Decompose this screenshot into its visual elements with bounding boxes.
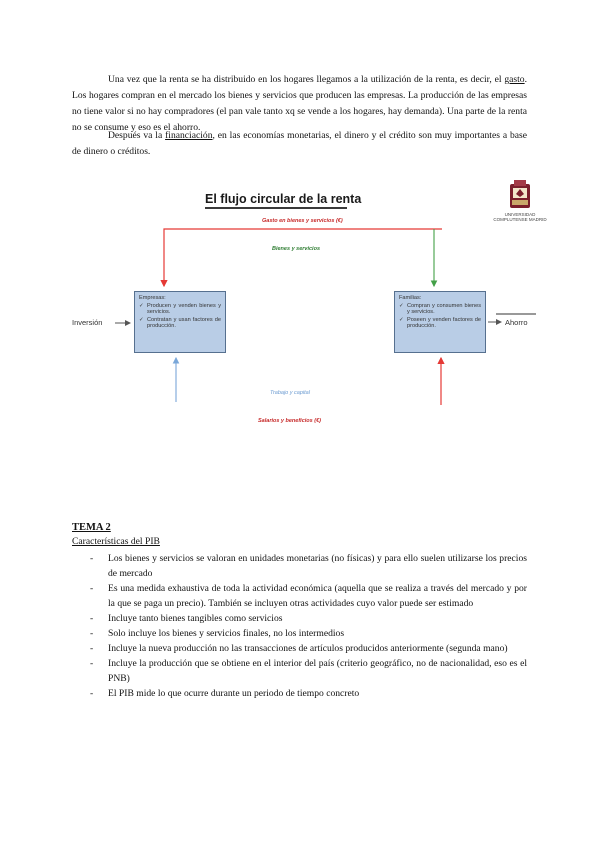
empresas-item: ✓ Contratan y usan factores de producción. bbox=[139, 317, 221, 330]
list-item: - Los bienes y servicios se valoran en unidades monetarias (no físicas) y para ello suelen utilizarse los precios de mercado bbox=[72, 551, 527, 581]
logo-caption: UNIVERSIDAD COMPLUTENSE MADRID bbox=[493, 212, 547, 222]
empresas-item: ✓ Producen y venden bienes y servicios. bbox=[139, 303, 221, 316]
familias-box bbox=[394, 291, 486, 353]
list-item: - Solo incluye los bienes y servicios finales, no los intermedios bbox=[72, 626, 527, 641]
empresas-title: Empresas: bbox=[139, 295, 166, 301]
gasto-flow-arrow bbox=[164, 229, 442, 286]
list-item: - Incluye la nueva producción no las transacciones de artículos producidos anteriormente (segunda mano) bbox=[72, 641, 527, 656]
text-run: Después va la bbox=[108, 130, 166, 141]
familias-title: Familias: bbox=[399, 295, 422, 301]
label-trabajo: Trabajo y capital bbox=[270, 390, 310, 396]
title-underline bbox=[205, 207, 347, 209]
diagram-title: El flujo circular de la renta bbox=[205, 192, 362, 206]
label-salarios: Salarios y beneficios (€) bbox=[258, 418, 321, 424]
familias-item: ✓ Poseen y venden factores de producción. bbox=[399, 317, 481, 330]
text-run: . Los hogares compran en el mercado los bienes y servicios que producen las empresas. La producción de las empresas no tiene valor si no hay compradores (el pan vale tanto xq se vende a los hogares, hay demanda). Una parte de la renta no se consume y eso es el ahorro. bbox=[72, 74, 527, 133]
label-bienes: Bienes y servicios bbox=[272, 246, 321, 252]
section-heading: TEMA 2 bbox=[72, 522, 111, 533]
list-item: - Es una medida exhaustiva de toda la actividad económica (aquella que se realiza a través del mercado y por la que se paga un precio). También se incluyen otras actividades cuyo valor puede ser estimado bbox=[72, 581, 527, 611]
empresas-box bbox=[134, 291, 226, 353]
term-gasto: gasto bbox=[504, 74, 525, 85]
section-subtitle: Características del PIB bbox=[72, 536, 160, 547]
label-gasto: Gasto en bienes y servicios (€) bbox=[262, 218, 343, 224]
list-item: - Incluye la producción que se obtiene en el interior del país (criterio geográfico, no de nacionalidad, eso es el PNB) bbox=[72, 656, 527, 686]
pib-characteristics-list bbox=[72, 551, 527, 701]
term-financiacion: financiación bbox=[165, 130, 213, 141]
label-ahorro: Ahorro bbox=[505, 318, 528, 327]
familias-item: ✓ Compran y consumen bienes y servicios. bbox=[399, 303, 481, 316]
text-run: Una vez que la renta se ha distribuido en los hogares llegamos a la utilización de la renta, es decir, el bbox=[108, 74, 505, 85]
text-run: , en las economías monetarias, el dinero y el crédito son muy importantes a base de dinero o créditos. bbox=[72, 130, 527, 157]
list-item: - El PIB mide lo que ocurre durante un periodo de tiempo concreto bbox=[72, 686, 527, 701]
label-inversion: Inversión bbox=[72, 318, 103, 327]
university-logo-icon bbox=[500, 176, 540, 216]
list-item: - Incluye tanto bienes tangibles como servicios bbox=[72, 611, 527, 626]
